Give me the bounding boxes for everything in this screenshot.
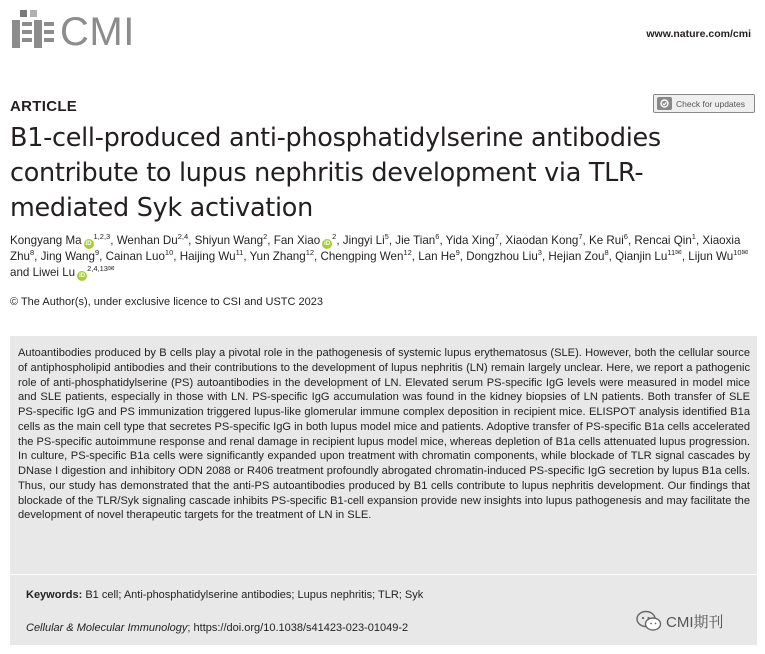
author-entry[interactable] <box>395 234 439 247</box>
author-name: Ke Rui <box>588 234 624 247</box>
author-entry[interactable] <box>180 250 244 263</box>
author-entry[interactable] <box>418 250 460 263</box>
site-url-link[interactable]: www.nature.com/cmi <box>646 28 751 40</box>
author-affiliation: 2,4 <box>177 232 189 242</box>
author-name: Xiaodan Kong <box>505 234 579 247</box>
copyright-notice: © The Author(s), under exclusive licence to CSI and USTC 2023 <box>10 296 324 308</box>
orcid-icon[interactable]: iD <box>85 241 92 247</box>
author-name: Liwei Lu <box>32 266 76 279</box>
check-updates-icon <box>657 97 672 110</box>
author-name: Chengping Wen <box>320 250 404 263</box>
author-list: Kongyang Ma iD$^{1,2,3}$, Wenhan Du$^{2,4}$, Shiyun Wang$^2$, Fan Xiao $iD^2$, Jingyi Li$^5$, Jie Tian$^6$, Yida Xing$^7$, Xiaodan Kong$^7$, Ke Rui$^6$, Rencai Qin$^1$, Xiaoxia Zhu$^8$, Jing Wang$^9$, Cainan Luo$^{10}$, Haijing Wu$^{11}$, Yun Zhang$^{12}$, Chengping Wen$^{12}$, Lan He$^9$, Dongzhou Liu$^3$, Hejian Zou$^8$, Qianjin $Lu^{11✉}$, Lijun $Wu^{10✉}$ and Liwei Lu $iD^{2,4,13✉}$ <box>10 232 749 279</box>
author-entry[interactable] <box>634 234 696 247</box>
doi-link[interactable]: ; https://doi.org/10.1038/s41423-023-01049-2 <box>187 622 409 634</box>
watermark-text: CMI期刊 <box>666 613 724 631</box>
author-name: Shiyun Wang <box>194 234 264 247</box>
keywords-label: Keywords: <box>26 589 83 601</box>
author-name: Jie Tian <box>395 234 436 247</box>
author-affiliation: 2 <box>263 232 268 242</box>
author-affiliation: 2,4,13 <box>87 264 108 274</box>
author-entry[interactable] <box>117 234 188 247</box>
author-name: Yun Zhang <box>249 250 306 263</box>
author-name: Dongzhou Liu <box>466 250 538 263</box>
journal-name: Cellular & Molecular Immunology <box>26 622 188 634</box>
orcid-icon[interactable]: iD <box>79 273 86 279</box>
check-for-updates-button[interactable] <box>653 94 755 113</box>
author-entry[interactable] <box>589 234 628 247</box>
logo-text: CMI <box>60 10 135 54</box>
email-icon[interactable]: ✉ <box>675 248 682 257</box>
author-affiliation: 8 <box>604 248 609 258</box>
author-affiliation: 10 <box>733 248 742 258</box>
author-affiliation: 12 <box>305 248 315 258</box>
author-entry[interactable] <box>615 250 682 263</box>
author-entry[interactable] <box>466 250 542 263</box>
article-type-label: ARTICLE <box>10 98 78 115</box>
wechat-watermark <box>636 610 724 632</box>
author-affiliation: 6 <box>623 232 628 242</box>
author-affiliation: 8 <box>29 248 35 258</box>
author-entry[interactable] <box>33 266 115 279</box>
journal-logo[interactable] <box>10 8 140 53</box>
citation-line <box>26 622 408 634</box>
author-name: Wenhan Du <box>116 234 178 247</box>
author-entry[interactable] <box>320 250 411 263</box>
author-name: Haijing Wu <box>179 250 236 263</box>
author-entry[interactable] <box>446 234 499 247</box>
author-name: Xiaoxia Zhu <box>10 234 741 263</box>
author-entry[interactable] <box>195 234 268 247</box>
author-entry[interactable] <box>343 234 389 247</box>
author-name: Jingyi Li <box>342 234 385 247</box>
author-affiliation: 6 <box>435 232 440 242</box>
author-entry[interactable] <box>106 250 174 263</box>
author-name: Rencai Qin <box>634 234 692 247</box>
author-affiliation: 9 <box>455 248 460 258</box>
author-affiliation: 12 <box>403 248 412 258</box>
author-entry[interactable] <box>548 250 608 263</box>
author-affiliation: 9 <box>94 248 100 258</box>
author-name: Kongyang Ma <box>10 234 82 247</box>
author-affiliation: 1,2,3 <box>93 232 111 242</box>
author-entry[interactable] <box>41 250 100 263</box>
keywords-line <box>26 589 423 601</box>
author-affiliation: 3 <box>537 248 542 258</box>
author-affiliation: 1 <box>691 232 696 242</box>
author-affiliation: 11 <box>667 248 676 258</box>
abstract-divider <box>10 574 757 575</box>
author-entry[interactable] <box>688 250 748 263</box>
author-name: Hejian Zou <box>548 250 605 263</box>
abstract-panel <box>10 336 757 645</box>
author-entry[interactable] <box>250 250 314 263</box>
author-affiliation: 10 <box>164 248 174 258</box>
author-affiliation: 5 <box>384 232 389 242</box>
author-name: Cainan Luo <box>105 250 165 263</box>
check-updates-label: Check for updates <box>676 98 745 109</box>
author-entry[interactable] <box>506 234 583 247</box>
article-title: B1-cell-produced anti-phosphatidylserine antibodies contribute to lupus nephritis development via TLR-mediated Syk activation <box>10 123 661 223</box>
keywords-text: B1 cell; Anti-phosphatidylserine antibodies; Lupus nephritis; TLR; Syk <box>85 589 424 601</box>
wechat-icon <box>636 610 662 632</box>
author-entry[interactable] <box>10 234 110 247</box>
author-affiliation: 2 <box>332 232 337 242</box>
author-affiliation: 7 <box>494 232 500 242</box>
author-name: Fan Xiao <box>273 234 321 247</box>
orcid-icon[interactable]: iD <box>324 241 331 247</box>
author-affiliation: 11 <box>235 248 244 258</box>
author-name: Lijun Wu <box>688 250 734 263</box>
abstract-text: Autoantibodies produced by B cells play a pivotal role in the pathogenesis of systemic lupus erythematosus (SLE). However, both the cellular source of antiphospholipid antibodies and their contributions to the development of lupus nephritis (LN) remain largely unclear. Here, we report a pathogenic role of anti-phosphatidylserine (PS) autoantibodies in the development of LN. Elevated serum PS-specific IgG levels were measured in model mice and SLE patients, especially in those with LN. PS-specific IgG accumulation was found in the kidney biopsies of LN patients. Both transfer of SLE PS-specific IgG and PS immunization triggered lupus-like glomerular immune complex deposition in recipient mice. ELISPOT analysis identified B1a cells as the main cell type that secretes PS-specific IgG in both lupus model mice and patients. Adoptive transfer of PS-specific B1a cells accelerated the PS-specific autoimmune response and renal damage in recipient lupus model mice, whereas depletion of B1a cells attenuated lupus progression. In culture, PS-specific B1a cells were significantly expanded upon treatment with chromatin components, while blockade of TLR signal cascades by DNase I digestion and inhibitory ODN 2088 or R406 treatment profoundly abrogated chromatin-induced PS-specific IgG secretion by lupus B1a cells. Thus, our study has demonstrated that the anti-PS autoantibodies produced by B1 cells contribute to lupus nephritis development. Our findings that blockade of the TLR/Syk signaling cascade inhibits PS-specific B1-cell expansion provide new insights into lupus pathogenesis and may facilitate the development of novel therapeutic targets for the treatment of LN in SLE. <box>18 347 750 522</box>
cmi-logo-mark-icon <box>10 8 58 53</box>
email-icon[interactable]: ✉ <box>107 264 115 273</box>
author-name: Lan He <box>418 250 456 263</box>
author-name: Yida Xing <box>445 234 495 247</box>
email-icon[interactable]: ✉ <box>741 248 749 257</box>
author-entry[interactable] <box>274 234 337 247</box>
author-name: Jing Wang <box>40 250 95 263</box>
author-name: Qianjin Lu <box>615 250 668 263</box>
author-affiliation: 7 <box>578 232 583 242</box>
